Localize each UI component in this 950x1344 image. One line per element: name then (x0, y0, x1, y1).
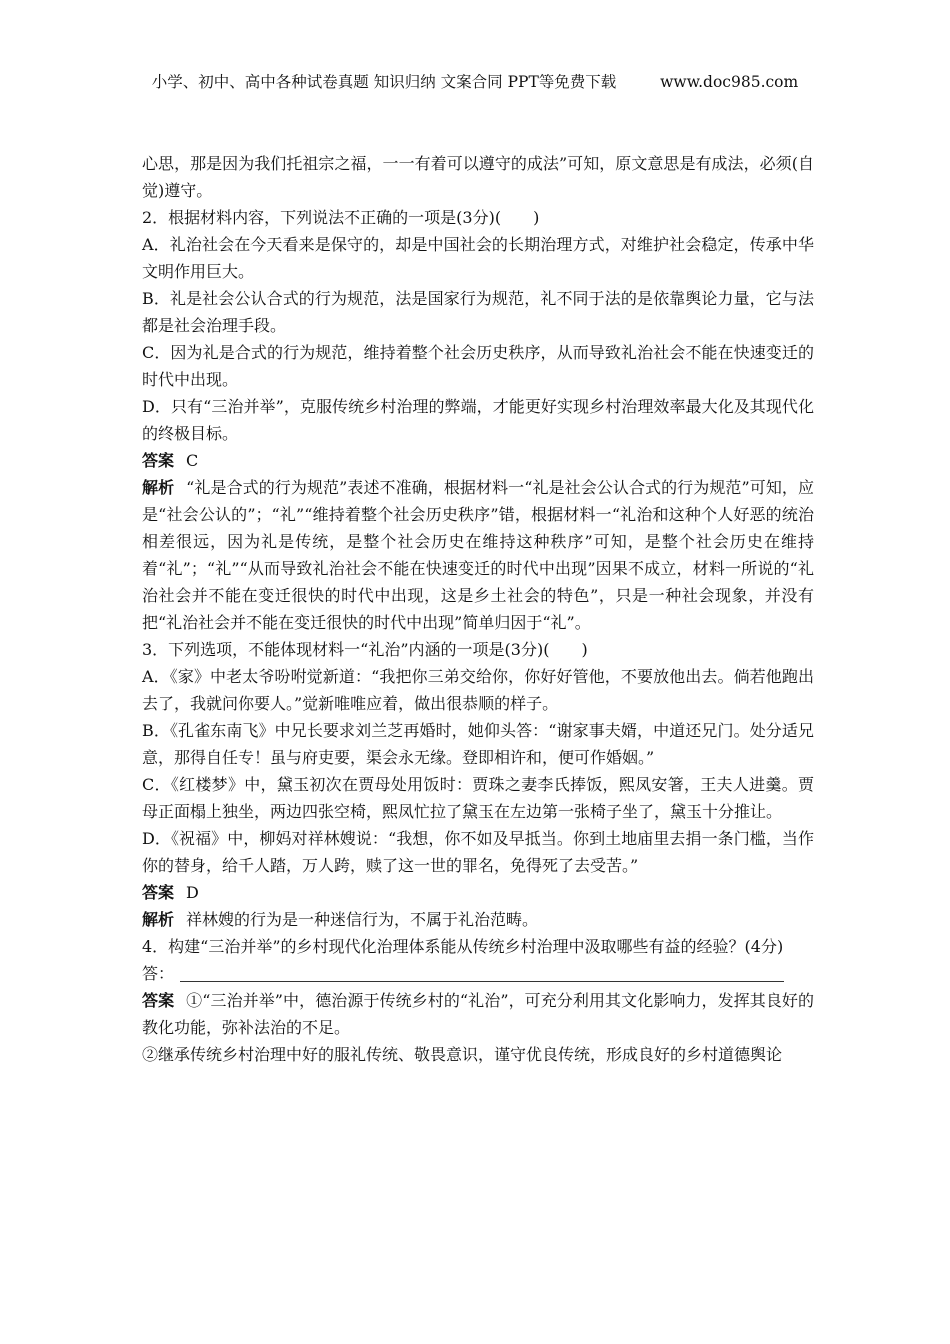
q3-answer-value: D (186, 883, 199, 902)
q3-answer (142, 879, 814, 906)
answer-prompt: 答： (142, 964, 175, 983)
q4-answer-point-1: ①“三治并举”中，德治源于传统乡村的“礼治”，可充分利用其文化影响力，发挥其良好的教化功能，弥补法治的不足。 (142, 991, 814, 1037)
analysis-label: 解析 (142, 910, 175, 929)
answer-label: 答案 (142, 451, 175, 470)
q2-option-d: D．只有“三治并举”，克服传统乡村治理的弊端，才能更好实现乡村治理效率最大化及其现代化的终极目标。 (142, 397, 814, 443)
q2-option-a: A．礼治社会在今天看来是保守的，却是中国社会的长期治理方式，对维护社会稳定，传承中华文明作用巨大。 (142, 235, 814, 281)
q2-answer (142, 447, 814, 474)
header-title: 小学、初中、高中各种试卷真题 知识归纳 文案合同 PPT等免费下载 (151, 73, 617, 91)
answer-blank[interactable] (180, 963, 784, 982)
q2-option-b: B．礼是社会公认合式的行为规范，法是国家行为规范，礼不同于法的是依靠舆论力量，它与法都是社会治理手段。 (142, 289, 814, 335)
question-3: 3．下列选项，不能体现材料一“礼治”内涵的一项是(3分)( ) (142, 640, 588, 659)
q2-analysis (142, 474, 814, 636)
q3-analysis-text: 祥林嫂的行为是一种迷信行为，不属于礼治范畴。 (186, 910, 539, 929)
q4-answer-line (142, 960, 814, 987)
answer-label: 答案 (142, 991, 175, 1010)
document-body (142, 150, 814, 1068)
intro-continuation: 心思，那是因为我们托祖宗之福，一一有着可以遵守的成法”可知，原文意思是有成法，必须(自觉)遵守。 (142, 154, 814, 200)
q3-option-c: C．《红楼梦》中，黛玉初次在贾母处用饭时：贾珠之妻李氏捧饭，熙凤安箸，王夫人进羹。贾母正面榻上独坐，两边四张空椅，熙凤忙拉了黛玉在左边第一张椅子坐了，黛玉十分推让。 (142, 775, 814, 821)
q4-answer (142, 987, 814, 1041)
q3-option-d: D．《祝福》中，柳妈对祥林嫂说：“我想，你不如及早抵当。你到土地庙里去捐一条门槛，当作你的替身，给千人踏，万人跨，赎了这一世的罪名，免得死了去受苦。” (142, 829, 814, 875)
answer-label: 答案 (142, 883, 175, 902)
q2-option-c: C．因为礼是合式的行为规范，维持着整个社会历史秩序，从而导致礼治社会不能在快速变迁的时代中出现。 (142, 343, 814, 389)
page-header (0, 70, 950, 92)
question-2: 2．根据材料内容，下列说法不正确的一项是(3分)( ) (142, 208, 540, 227)
q3-option-a: A．《家》中老太爷吩咐觉新道：“我把你三弟交给你，你好好管他，不要放他出去。倘若他跑出去了，我就问你要人。”觉新唯唯应着，做出很恭顺的样子。 (142, 667, 814, 713)
q3-analysis (142, 906, 814, 933)
q3-option-b: B．《孔雀东南飞》中兄长要求刘兰芝再婚时，她仰头答：“谢家事夫婿，中道还兄门。处分适兄意，那得自任专！虽与府吏要，渠会永无缘。登即相许和，便可作婚姻。” (142, 721, 814, 767)
question-4: 4．构建“三治并举”的乡村现代化治理体系能从传统乡村治理中汲取哪些有益的经验？(4分) (142, 937, 784, 956)
q4-answer-point-2: ②继承传统乡村治理中好的服礼传统、敬畏意识，谨守优良传统，形成良好的乡村道德舆论 (142, 1045, 783, 1064)
analysis-label: 解析 (142, 478, 175, 497)
header-site-link[interactable]: www.doc985.com (660, 73, 799, 91)
q2-answer-value: C (186, 451, 199, 470)
q2-analysis-text: “礼是合式的行为规范”表述不准确，根据材料一“礼是社会公认合式的行为规范”可知，应是“社会公认的”；“礼”“维持着整个社会历史秩序”错，根据材料一“礼治和这种个人好恶的统治相差很远，因为礼是传统，是整个社会历史在维持这种秩序”可知，是整个社会历史在维持着“礼”；“礼”“从而导致礼治社会不能在快速变迁的时代中出现”因果不成立，材料一所说的“礼治社会并不能在变迁很快的时代中出现，这是乡土社会的特色”，只是一种社会现象，并没有把“礼治社会并不能在变迁很快的时代中出现”简单归因于“礼”。 (142, 478, 814, 632)
